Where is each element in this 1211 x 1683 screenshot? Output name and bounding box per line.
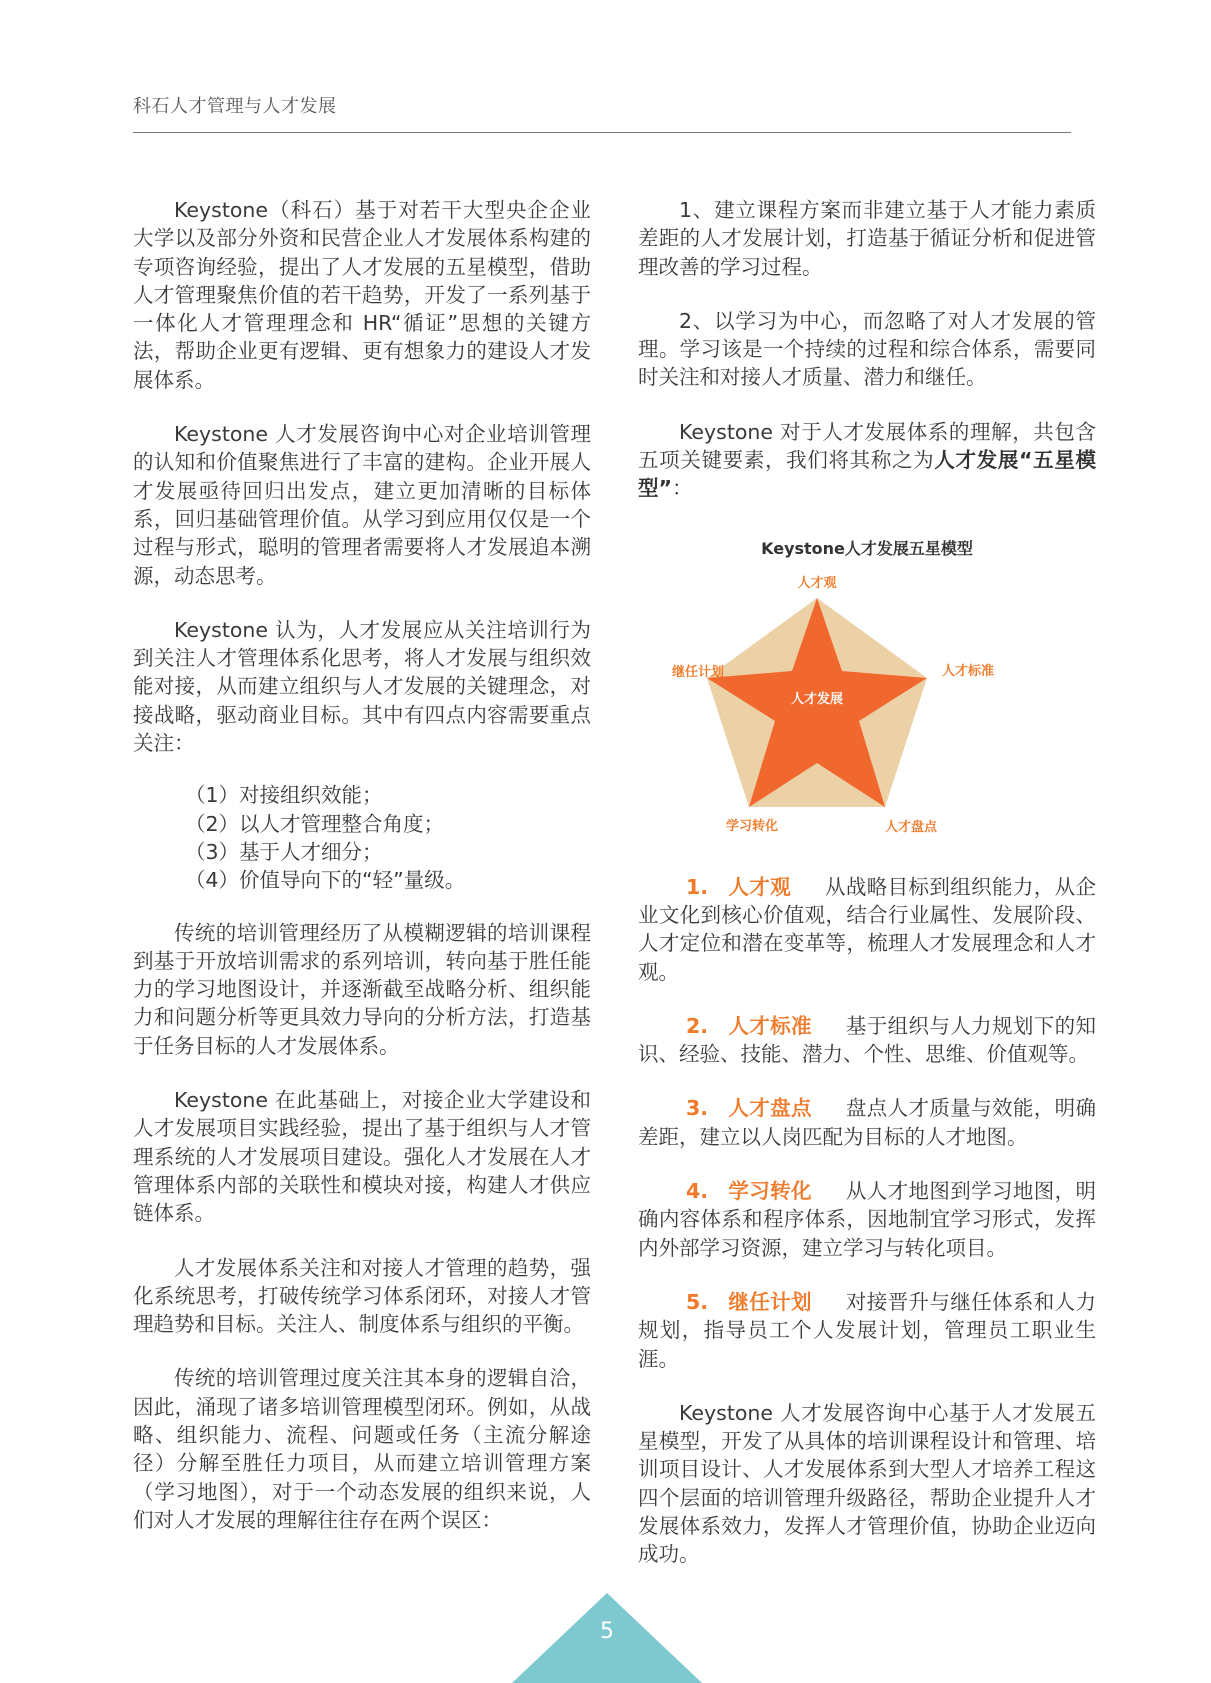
key-point-desc: 对接晋升与继任体系和人力规划，指导员工个人发展计划，管理员工职业生涯。 <box>638 1289 1097 1371</box>
key-point-desc: 基于组织与人力规划下的知识、经验、技能、潜力、个性、思维、价值观等。 <box>638 1013 1097 1067</box>
paragraph: 1、建立课程方案而非建立基于人才能力素质差距的人才发展计划，打造基于循证分析和促进管理改善的学习过程。 <box>638 198 1096 279</box>
key-point-name: 人才标准 <box>728 1013 812 1038</box>
paragraph: 传统的培训管理过度关注其本身的逻辑自洽，因此，涌现了诸多培训管理模型闭环。例如，从战略、组织能力、流程、问题或任务（主流分解途径）分解至胜任力项目，从而建立培训管理方案（学习地图），对于一个动态发展的组织来说，人们对人才发展的理解往往存在两个误区： <box>133 1366 591 1532</box>
five-star-term: 人才发展“五星模型” <box>638 448 1096 501</box>
key-point-name: 人才观 <box>728 874 792 899</box>
five-star-diagram <box>638 539 1096 839</box>
key-point-heading <box>638 1096 846 1120</box>
key-point-heading <box>638 875 825 899</box>
paragraph: 传统的培训管理经历了从模糊逻辑的培训课程到基于开放培训需求的系列培训，转向基于胜任能力的学习地图设计，并逐渐截至战略分析、组织能力和问题分析等更具效力导向的分析方法，打造基于任务目标的人才发展体系。 <box>133 920 591 1058</box>
key-point-heading <box>638 1014 846 1038</box>
list-item: （4）价值导向下的“轻”量级。 <box>185 868 466 893</box>
key-point-number: 5. <box>686 1289 709 1314</box>
key-point <box>638 1094 1096 1151</box>
key-point <box>638 873 1096 986</box>
key-point-number: 3. <box>686 1096 709 1121</box>
intro-colon: ： <box>671 476 693 501</box>
paragraph: Keystone 在此基础上，对接企业大学建设和人才发展项目实践经验，提出了基于组织与人才管理系统的人才发展项目建设。强化人才发展在人才管理体系内部的关联性和模块对接，构建人才供应链体系。 <box>133 1088 591 1226</box>
key-point-name: 继任计划 <box>728 1289 812 1314</box>
header-divider <box>133 132 1071 133</box>
intro-text: Keystone 对于人才发展体系的理解，共包含五项关键要素，我们将其称之为 <box>638 419 1096 473</box>
list-item: （2）以人才管理整合角度； <box>185 811 445 836</box>
key-point <box>638 1288 1096 1373</box>
header-title: 科石人才管理与人才发展 <box>133 96 337 117</box>
page-number-badge <box>512 1593 702 1683</box>
label-bottom-right: 人才盘点 <box>885 819 938 835</box>
label-right: 人才标准 <box>942 663 995 679</box>
diagram-title: Keystone人才发展五星模型 <box>761 538 973 558</box>
paragraph: 2、以学习为中心，而忽略了对人才发展的管理。学习该是一个持续的过程和综合体系，需要同时关注和对接人才质量、潜力和继任。 <box>638 308 1096 390</box>
paragraph: Keystone 人才发展咨询中心基于人才发展五星模型，开发了从具体的培训课程设计和管理、培训项目设计、人才发展体系到大型人才培养工程这四个层面的培训管理升级路径，帮助企业提升人才发展体系效力，发挥人才管理价值，协助企业迈向成功。 <box>638 1400 1096 1567</box>
key-point-name: 学习转化 <box>728 1179 812 1204</box>
paragraph: 人才发展体系关注和对接人才管理的趋势，强化系统思考，打破传统学习体系闭环，对接人才管理趋势和目标。关注人、制度体系与组织的平衡。 <box>133 1255 591 1337</box>
paragraph: Keystone（科石）基于对若干大型央企企业大学以及部分外资和民营企业人才发展体系构建的专项咨询经验，提出了人才发展的五星模型，借助人才管理聚焦价值的若干趋势，开发了一系列基于一体化人才管理理念和 HR“循证”思想的关键方法，帮助企业更有逻辑、更有想象力的建设人才发展体系。 <box>133 198 591 392</box>
paragraph: Keystone 认为，人才发展应从关注培训行为到关注人才管理体系化思考，将人才发展与组织效能对接，从而建立组织与人才发展的关键理念，对接战略，驱动商业目标。其中有四点内容需要重点关注： <box>133 617 591 756</box>
key-point-number: 4. <box>686 1179 709 1204</box>
page-number: 5 <box>600 1619 614 1644</box>
five-star-graphic <box>638 539 1096 839</box>
label-center: 人才发展 <box>790 691 844 707</box>
right-column <box>638 196 1096 1595</box>
key-point-desc: 盘点人才质量与效能，明确差距，建立以人岗匹配为目标的人才地图。 <box>638 1096 1097 1149</box>
label-left: 继任计划 <box>671 664 725 680</box>
key-point <box>638 1012 1096 1069</box>
key-point <box>638 1177 1096 1262</box>
key-point-number: 2. <box>686 1013 709 1038</box>
focus-list <box>185 781 591 894</box>
key-point-number: 1. <box>686 874 709 899</box>
key-point-heading <box>638 1179 846 1203</box>
list-item: （3）基于人才细分； <box>185 839 383 864</box>
label-top: 人才观 <box>797 575 837 591</box>
key-point-desc: 从战略目标到组织能力，从企业文化到核心价值观，结合行业属性、发展阶段、人才定位和潜在变革等，梳理人才发展理念和人才观。 <box>638 874 1096 984</box>
key-point-heading <box>638 1290 846 1314</box>
key-point-desc: 从人才地图到学习地图，明确内容体系和程序体系，因地制宜学习形式，发挥内外部学习资源，建立学习与转化项目。 <box>638 1179 1097 1260</box>
label-bottom-left: 学习转化 <box>725 818 778 834</box>
list-item: （1）对接组织效能； <box>185 783 383 808</box>
key-point-name: 人才盘点 <box>728 1096 812 1121</box>
five-star-intro <box>638 418 1096 503</box>
paragraph: Keystone 人才发展咨询中心对企业培训管理的认知和价值聚焦进行了丰富的建构。企业开展人才发展亟待回归出发点，建立更加清晰的目标体系，回归基础管理价值。从学习到应用仅仅是一个过程与形式，聪明的管理者需要将人才发展追本溯源，动态思考。 <box>133 422 591 588</box>
left-column <box>133 196 591 1560</box>
